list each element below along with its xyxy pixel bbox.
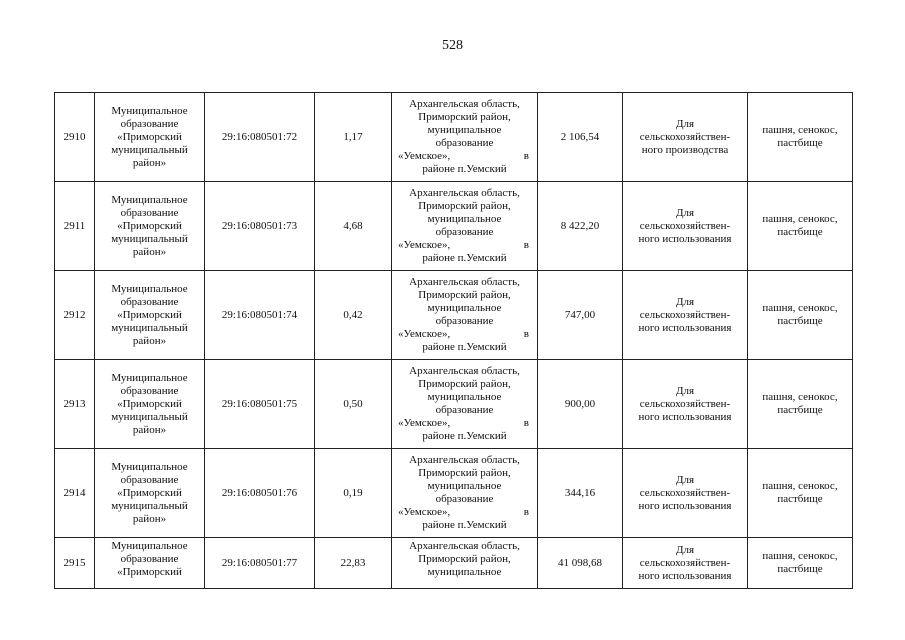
- cadastral-number: 29:16:080501:76: [221, 486, 298, 499]
- owner-line: «Приморский: [117, 308, 182, 321]
- address-cell: [392, 93, 538, 182]
- cadastral-cost: 900,00: [564, 397, 596, 410]
- address-line: Приморский район,: [418, 289, 511, 301]
- address-split-part: «Уемское»,: [398, 239, 451, 251]
- cadastral-cost-cell: [538, 538, 623, 589]
- purpose-line: ного использования: [638, 499, 732, 512]
- land-use-line: пашня, сенокос,: [762, 302, 838, 314]
- address-line: Архангельская область,: [409, 187, 520, 199]
- cadastral-number: 29:16:080501:72: [221, 130, 298, 143]
- purpose-line: Для: [675, 295, 695, 308]
- row-number: 2912: [63, 308, 86, 321]
- land-use-cell: [748, 449, 853, 538]
- address-split-part: в: [523, 239, 529, 251]
- land-use-cell: [748, 271, 853, 360]
- address-split-part: «Уемское»,: [398, 328, 451, 340]
- owner-line: район»: [132, 156, 167, 169]
- address-line: образование: [435, 404, 494, 416]
- cadastral-cost: 2 106,54: [560, 130, 600, 143]
- owner-line: «Приморский: [117, 130, 182, 143]
- address-split-part: в: [523, 150, 529, 162]
- owner-line: Муниципальное: [111, 460, 188, 473]
- land-use-line: пашня, сенокос,: [762, 391, 838, 403]
- cadastral-number: 29:16:080501:77: [221, 556, 298, 569]
- land-use-cell: [748, 538, 853, 589]
- purpose-cell: [623, 93, 748, 182]
- land-use-line: пастбище: [777, 226, 823, 238]
- cadastral-number-cell: [205, 449, 315, 538]
- address-split-part: в: [523, 417, 529, 429]
- address-line: муниципальное: [427, 391, 502, 403]
- land-use-line: пастбище: [777, 493, 823, 505]
- address-line: образование: [435, 137, 494, 149]
- purpose-cell: [623, 360, 748, 449]
- area-cell: [315, 360, 392, 449]
- owner-line: Муниципальное: [111, 193, 188, 206]
- address-line: образование: [435, 226, 494, 238]
- land-use-line: пастбище: [777, 404, 823, 416]
- address-split-part: «Уемское»,: [398, 150, 451, 162]
- row-number-cell: [55, 360, 95, 449]
- owner-line: образование: [120, 473, 179, 486]
- row-number-cell: [55, 93, 95, 182]
- row-number-cell: [55, 449, 95, 538]
- address-line: Приморский район,: [418, 111, 511, 123]
- area-value: 0,19: [343, 486, 363, 499]
- address-line: образование: [435, 315, 494, 327]
- purpose-line: сельскохозяйствен-: [639, 308, 731, 321]
- page-number: 528: [442, 38, 463, 53]
- owner-cell: [95, 271, 205, 360]
- owner-line: образование: [120, 295, 179, 308]
- land-use-line: пастбище: [777, 137, 823, 149]
- purpose-line: сельскохозяйствен-: [639, 486, 731, 499]
- owner-line: район»: [132, 334, 167, 347]
- area-cell: [315, 449, 392, 538]
- cadastral-number: 29:16:080501:73: [221, 219, 298, 232]
- owner-line: Муниципальное: [111, 540, 188, 552]
- purpose-line: ного использования: [638, 410, 732, 423]
- address-split-part: в: [523, 506, 529, 518]
- address-line: Архангельская область,: [409, 276, 520, 288]
- address-line: Архангельская область,: [409, 540, 520, 552]
- purpose-line: сельскохозяйствен-: [639, 397, 731, 410]
- owner-line: район»: [132, 245, 167, 258]
- area-cell: [315, 538, 392, 589]
- owner-line: образование: [120, 117, 179, 130]
- owner-line: «Приморский: [117, 566, 182, 578]
- cadastral-number-cell: [205, 271, 315, 360]
- row-number: 2914: [63, 486, 86, 499]
- owner-line: муниципальный: [111, 499, 188, 512]
- cadastral-number-cell: [205, 538, 315, 589]
- row-number: 2913: [63, 397, 86, 410]
- address-cell: [392, 449, 538, 538]
- purpose-cell: [623, 271, 748, 360]
- owner-line: муниципальный: [111, 232, 188, 245]
- owner-cell: [95, 182, 205, 271]
- purpose-line: Для: [675, 473, 695, 486]
- land-use-cell: [748, 93, 853, 182]
- purpose-line: ного использования: [638, 569, 732, 582]
- cadastral-number: 29:16:080501:74: [221, 308, 298, 321]
- table-row: [55, 271, 853, 360]
- land-use-cell: [748, 182, 853, 271]
- purpose-line: сельскохозяйствен-: [639, 130, 731, 143]
- table-row: [55, 182, 853, 271]
- land-use-line: пашня, сенокос,: [762, 213, 838, 225]
- cadastral-cost-cell: [538, 449, 623, 538]
- address-cell: [392, 538, 538, 589]
- address-split-part: «Уемское»,: [398, 417, 451, 429]
- owner-cell: [95, 93, 205, 182]
- land-use-line: пастбище: [777, 315, 823, 327]
- address-line: Приморский район,: [418, 200, 511, 212]
- row-number-cell: [55, 271, 95, 360]
- area-cell: [315, 93, 392, 182]
- area-value: 1,17: [343, 130, 363, 143]
- cadastral-number: 29:16:080501:75: [221, 397, 298, 410]
- land-use-line: пашня, сенокос,: [762, 550, 838, 562]
- area-value: 0,50: [343, 397, 363, 410]
- owner-cell: [95, 360, 205, 449]
- area-cell: [315, 271, 392, 360]
- owner-line: муниципальный: [111, 321, 188, 334]
- cadastral-cost-cell: [538, 93, 623, 182]
- owner-line: образование: [120, 206, 179, 219]
- purpose-cell: [623, 449, 748, 538]
- address-cell: [392, 360, 538, 449]
- area-value: 22,83: [340, 556, 366, 569]
- purpose-cell: [623, 182, 748, 271]
- owner-line: муниципальный: [111, 143, 188, 156]
- cadastral-number-cell: [205, 93, 315, 182]
- cadastral-cost-cell: [538, 360, 623, 449]
- purpose-line: ного использования: [638, 232, 732, 245]
- area-cell: [315, 182, 392, 271]
- owner-line: «Приморский: [117, 219, 182, 232]
- area-value: 4,68: [343, 219, 363, 232]
- owner-cell: [95, 538, 205, 589]
- address-line: Приморский район,: [418, 553, 511, 565]
- table-row: [55, 449, 853, 538]
- purpose-cell: [623, 538, 748, 589]
- purpose-line: Для: [675, 543, 695, 556]
- table-row: [55, 538, 853, 589]
- address-cell: [392, 271, 538, 360]
- purpose-line: Для: [675, 384, 695, 397]
- purpose-line: ного использования: [638, 321, 732, 334]
- address-line: Архангельская область,: [409, 98, 520, 110]
- cadastral-cost: 8 422,20: [560, 219, 600, 232]
- address-split-part: «Уемское»,: [398, 506, 451, 518]
- cadastral-cost-cell: [538, 271, 623, 360]
- address-split-line: [394, 417, 535, 430]
- purpose-line: сельскохозяйствен-: [639, 219, 731, 232]
- address-line: районе п.Уемский: [422, 519, 507, 531]
- land-registry-table: [54, 92, 853, 589]
- cadastral-cost-cell: [538, 182, 623, 271]
- purpose-line: Для: [675, 117, 695, 130]
- row-number: 2915: [63, 556, 86, 569]
- table-row: [55, 93, 853, 182]
- address-line: районе п.Уемский: [422, 252, 507, 264]
- address-line: муниципальное: [427, 566, 502, 578]
- land-use-cell: [748, 360, 853, 449]
- row-number: 2910: [63, 130, 86, 143]
- purpose-line: сельскохозяйствен-: [639, 556, 731, 569]
- address-line: районе п.Уемский: [422, 163, 507, 175]
- cadastral-cost: 747,00: [564, 308, 596, 321]
- address-line: Приморский район,: [418, 378, 511, 390]
- owner-line: «Приморский: [117, 397, 182, 410]
- address-split-line: [394, 506, 535, 519]
- owner-line: район»: [132, 423, 167, 436]
- owner-line: Муниципальное: [111, 371, 188, 384]
- purpose-line: Для: [675, 206, 695, 219]
- land-use-line: пашня, сенокос,: [762, 480, 838, 492]
- owner-line: Муниципальное: [111, 282, 188, 295]
- address-line: муниципальное: [427, 302, 502, 314]
- purpose-line: ного производства: [641, 143, 729, 156]
- address-line: районе п.Уемский: [422, 430, 507, 442]
- owner-line: образование: [120, 553, 179, 565]
- address-line: муниципальное: [427, 480, 502, 492]
- address-split-line: [394, 239, 535, 252]
- address-split-line: [394, 328, 535, 341]
- row-number-cell: [55, 538, 95, 589]
- land-use-line: пашня, сенокос,: [762, 124, 838, 136]
- owner-cell: [95, 449, 205, 538]
- address-line: Архангельская область,: [409, 365, 520, 377]
- address-line: районе п.Уемский: [422, 341, 507, 353]
- address-cell: [392, 182, 538, 271]
- address-line: образование: [435, 493, 494, 505]
- row-number: 2911: [63, 219, 86, 232]
- land-use-line: пастбище: [777, 563, 823, 575]
- table-row: [55, 360, 853, 449]
- cadastral-cost: 344,16: [564, 486, 596, 499]
- area-value: 0,42: [343, 308, 363, 321]
- address-line: Архангельская область,: [409, 454, 520, 466]
- cadastral-number-cell: [205, 360, 315, 449]
- cadastral-number-cell: [205, 182, 315, 271]
- address-line: муниципальное: [427, 124, 502, 136]
- address-line: муниципальное: [427, 213, 502, 225]
- address-split-line: [394, 150, 535, 163]
- row-number-cell: [55, 182, 95, 271]
- address-line: Приморский район,: [418, 467, 511, 479]
- owner-line: район»: [132, 512, 167, 525]
- address-split-part: в: [523, 328, 529, 340]
- owner-line: муниципальный: [111, 410, 188, 423]
- cadastral-cost: 41 098,68: [558, 556, 602, 569]
- owner-line: Муниципальное: [111, 104, 188, 117]
- owner-line: «Приморский: [117, 486, 182, 499]
- owner-line: образование: [120, 384, 179, 397]
